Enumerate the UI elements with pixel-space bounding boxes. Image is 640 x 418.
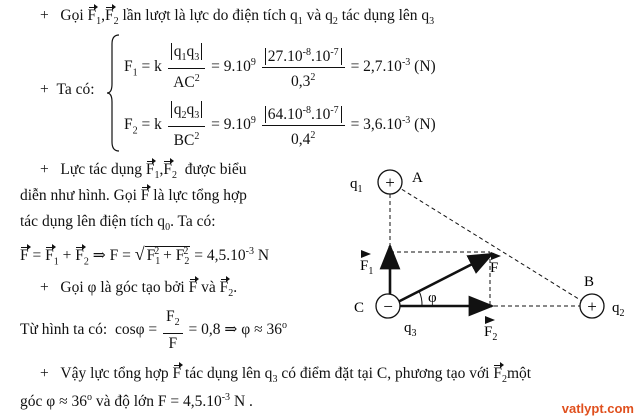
equation-f1: $F_1 = k$ $\frac{q_1q_3}{AC^2}$ = $9.10^9$ $\frac{27.10^{-8}.10^{-7}}{0,3^2}$ = $2,7.10^{-3}$ (N) xyxy=(124,43,436,92)
ta-co-label: + Ta có: xyxy=(40,81,95,98)
para-line-2: diễn như hình. Gọi F là lực tổng hợp xyxy=(20,187,247,204)
label-q1: $q_1$ xyxy=(350,176,363,195)
label-a: A xyxy=(412,170,423,186)
svg-text:+: + xyxy=(385,173,395,192)
conclusion-line-1: + Vậy lực tổng hợp F tác dụng lên $q_3$ có điểm đặt tại C, phương tạo với $F_2một$ xyxy=(40,365,532,386)
watermark: vatlypt.com xyxy=(561,401,634,416)
label-c: C xyxy=(354,300,365,316)
vector-f1: F xyxy=(87,7,97,24)
phi-definition-line: + Gọi φ là góc tạo bởi F và $F_2$. xyxy=(40,279,238,300)
label-f1: $F_1$ xyxy=(360,258,374,277)
label-q3: $q_3$ xyxy=(404,320,417,339)
label-phi: φ xyxy=(428,290,437,306)
equation-resultant: $F = F_1 + F_2$ ⇒ F = √ $F_1^2 + F_2^2 = 4,5.10^{-3}$ N xyxy=(20,244,270,268)
bullet: + xyxy=(40,7,49,24)
vector-f2: F xyxy=(105,7,114,24)
equation-f2: $F_2 = k$ $\frac{q_2q_3}{BC^2}$ = $9.10^9$ $\frac{64.10^{-8}.10^{-7}}{0,4^2}$ = $3,6.10^{-3}$ (N) xyxy=(124,101,436,150)
label-f: F xyxy=(490,260,499,276)
intro-line: + Gọi $F_1,F_2$ lần lượt là lực do điện tích $q_1$ và $q_2$ tác dụng lên $q_3$ xyxy=(40,7,435,28)
label-b: B xyxy=(584,274,595,290)
label-q2: $q_2$ xyxy=(612,300,625,319)
label-f2: $F_2$ xyxy=(484,324,498,343)
para-line-1: + Lực tác dụng $F_1,F_2$ được biểu xyxy=(40,161,247,182)
para-line-3: tác dụng lên điện tích $q_0$. Ta có: xyxy=(20,213,216,234)
cos-line: Từ hình ta có: cosφ = $\frac{F_2}{F}$ = 0,8 ⇒ $\varphi \approx 36^o$ xyxy=(20,308,287,353)
left-brace xyxy=(106,34,120,152)
svg-text:+: + xyxy=(587,297,597,316)
conclusion-line-2: góc $\varphi \approx 36^o$ và độ lớn $F = 4,5.10^{-3}$ N . xyxy=(20,392,253,411)
force-diagram xyxy=(330,160,640,350)
svg-text:−: − xyxy=(383,297,393,316)
vector-f-arrow xyxy=(390,254,492,306)
angle-arc xyxy=(419,291,422,306)
